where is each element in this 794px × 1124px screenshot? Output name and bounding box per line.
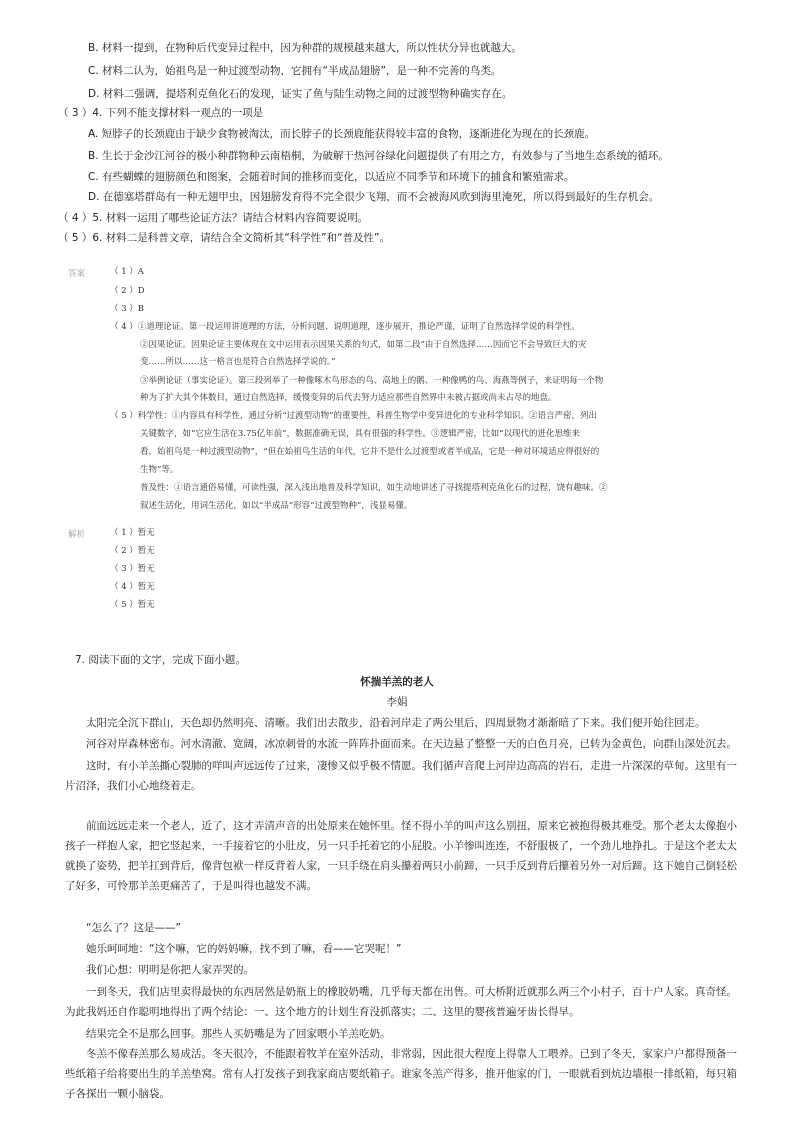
story-paragraph-7: 我们心想：明明是你把人家弄哭的。: [86, 964, 254, 976]
analysis-2: （ 2 ）暂无: [110, 546, 155, 556]
option-b: B. 材料一提到，在物种后代变异过程中，因为种群的规模越来越大，所以性状分异也就越大。: [88, 42, 522, 54]
question-4-stem: （ 3 ）4. 下列不能支撑材料一观点的一项是: [58, 107, 264, 119]
q4-option-b: B. 生长于金沙江河谷的极小种群物种云南梧桐，为破解干热河谷绿化问题提供了有用之方，有效参与了当地生态系统的循环。: [88, 150, 669, 162]
answer-4-line2: ②因果论证。因果论证主要体现在文中运用表示因果关系的句式，如第二段“由于自然选择……因而它不会导致巨大的灾: [140, 340, 587, 350]
analysis-3: （ 3 ）暂无: [110, 564, 155, 574]
answer-5-line6: 叙述生活化，用词生活化，如以“半成品”形容“过渡型物种”，浅显易懂。: [140, 501, 413, 511]
answer-4-line4: ③举例论证（事实论证）。第三段列举了一种像啄木鸟形态的鸟、高地上的鹅、一种像鸭的鸟、海燕等例子，来证明每一个物: [140, 376, 604, 386]
story-paragraph-1: 太阳完全沉下群山，天色却仍然明亮、清晰。我们出去散步，沿着河岸走了两公里后，四周景物才渐渐暗了下来。我们便开始往回走。: [86, 717, 706, 729]
story-title: 怀揣羊羔的老人: [360, 676, 434, 688]
q4-option-a: A. 短脖子的长颈鹿由于缺少食物被淘汰，而长脖子的长颈鹿能获得较丰富的食物，逐渐进化为现在的长颈鹿。: [88, 128, 596, 140]
answer-3: （ 3 ）B: [110, 304, 145, 314]
answer-4-line1: （ 4 ）①道理论证。第一段运用讲道理的方法，分析问题、说明道理，逐步展开，推论严谨，证明了自然选择学说的科学性。: [110, 322, 580, 332]
answer-4-line5: 种为了扩大其个体数目，通过自然选择，缓慢变异的后代去努力适应那些自然界中未被占据或尚未占尽的地盘。: [140, 393, 557, 403]
option-c: C. 材料二认为，始祖鸟是一种过渡型动物，它拥有“半成品翅膀”，是一种不完善的鸟类。: [88, 65, 502, 77]
answer-1: （ 1 ）A: [110, 267, 144, 277]
answer-5-line3: 看，始祖鸟是一种过渡型动物”，“但在始祖鸟生活的年代，它并不是什么过渡型或者半成品，它是一种对环境适应得很好的: [140, 447, 600, 457]
story-author: 李娟: [386, 696, 408, 708]
story-paragraph-3: 这时，有小羊羔撕心裂肺的咩叫声远远传了过来，凄惨又似乎极不情愿。我们循声音爬上河岸边高高的岩石，走进一片深深的草甸。这里有一片沼泽，我们小心地绕着走。: [65, 760, 737, 792]
analysis-4: （ 4 ）暂无: [110, 582, 155, 592]
question-6: （ 5 ）6. 材料二是科普文章，请结合全文简析其“科学性”和“普及性”。: [58, 232, 390, 244]
answer-5-line2: 关键数字，如“它应生活在3.75亿年前”，数据准确无误，具有很强的科学性。③逻辑严密，比如“以现代的进化思维来: [140, 429, 580, 439]
question-7-stem: 7. 阅读下面的文字，完成下面小题。: [75, 654, 246, 666]
story-paragraph-6: 她乐呵呵地：“这个嘛，它的妈妈嘛，找不到了嘛，看——它哭呢！”: [86, 943, 402, 955]
story-paragraph-10: 冬羔不像春羔那么易成活。冬天很冷，不能跟着牧羊在室外活动，非常弱，因此很大程度上得靠人工喂养。已到了冬天，家家户户都得预备一些纸箱子给将要出生的羊羔垫窝。常有人打发孩子到我家商店要纸箱子。谁家冬羔产得多，推开他家的门，一眼就看到炕边墙根一排纸箱，每只箱子各探出一颗小脑袋。: [65, 1048, 737, 1100]
q4-option-d: D. 在德塞塔群岛有一种无翅甲虫，因翅膀发育得不完全很少飞翔，而不会被海风吹到海里淹死，所以得到最好的生存机会。: [88, 191, 660, 203]
answer-2: （ 2 ）D: [110, 286, 145, 296]
story-paragraph-2: 河谷对岸森林密布。河水清澈、宽阔，冰凉刺骨的水流一阵阵扑面而来。在天边悬了整整一天的白色月亮，已转为金黄色，向群山深处沉去。: [86, 738, 737, 750]
question-5: （ 4 ）5. 材料一运用了哪些论证方法？请结合材料内容简要说明。: [58, 212, 369, 224]
analysis-1: （ 1 ）暂无: [110, 528, 155, 538]
answer-label: 答案: [68, 269, 86, 279]
answer-5-line4: 生物”等。: [140, 465, 179, 475]
story-paragraph-8: 一到冬天，我们店里卖得最快的东西居然是奶瓶上的橡胶奶嘴，几乎每天都在出售。可大桥附近就那么两三个小村子，百十户人家。真奇怪。为此我妈还自作聪明地得出了两个结论：一、这个地方的计划生育没抓落实；二、这里的婴孩普遍牙齿长得早。: [65, 986, 737, 1018]
answer-5-line5: 普及性：①语言通俗易懂，可读性强，深入浅出地普及科学知识，如生动地讲述了寻找提塔利克鱼化石的过程，饶有趣味。②: [140, 483, 608, 493]
answer-5-line1: （ 5 ）科学性：①内容具有科学性，通过分析“过渡型动物”的重要性，科普生物学中变异进化的专业科学知识。②语言严密，列出: [110, 411, 598, 421]
q4-option-c: C. 有些蝴蝶的翅膀颜色和图案，会随着时间的推移而变化，以适应不同季节和环境下的捕食和繁殖需求。: [88, 171, 575, 183]
analysis-label: 解析: [68, 530, 86, 540]
answer-4-line3: 变……所以……这一格言也是符合自然选择学说的。”: [140, 357, 336, 367]
analysis-5: （ 5 ）暂无: [110, 600, 155, 610]
story-paragraph-5: “怎么了？这是——”: [86, 922, 181, 934]
story-paragraph-9: 结果完全不是那么回事。那些人买奶嘴是为了回家喂小羊羔吃奶。: [86, 1028, 391, 1040]
story-paragraph-4: 前面远远走来一个老人，近了，这才弄清声音的出处原来在她怀里。怪不得小羊的叫声这么别扭，原来它被抱得极其难受。那个老太太像抱小孩子一样抱人家，把它竖起来，一手接着它的小肚皮，另一只手托着它的小屁股。小羊惨叫连连，不舒服极了，一个劲儿地挣扎。于是这个老太太就换了姿势，把羊扛到背后，像背包袱一样反背着人家，一只手绕在肩头攥着两只小前蹄，一只手反到背后攥着另外一对后蹄。这下她自己倒轻松了好多，可怜那羊羔更痛苦了，于是叫得也越发不满。: [65, 820, 737, 892]
option-d: D. 材料二强调，提塔利克鱼化石的发现，证实了鱼与陆生动物之间的过渡型物种确实存在。: [88, 88, 513, 100]
